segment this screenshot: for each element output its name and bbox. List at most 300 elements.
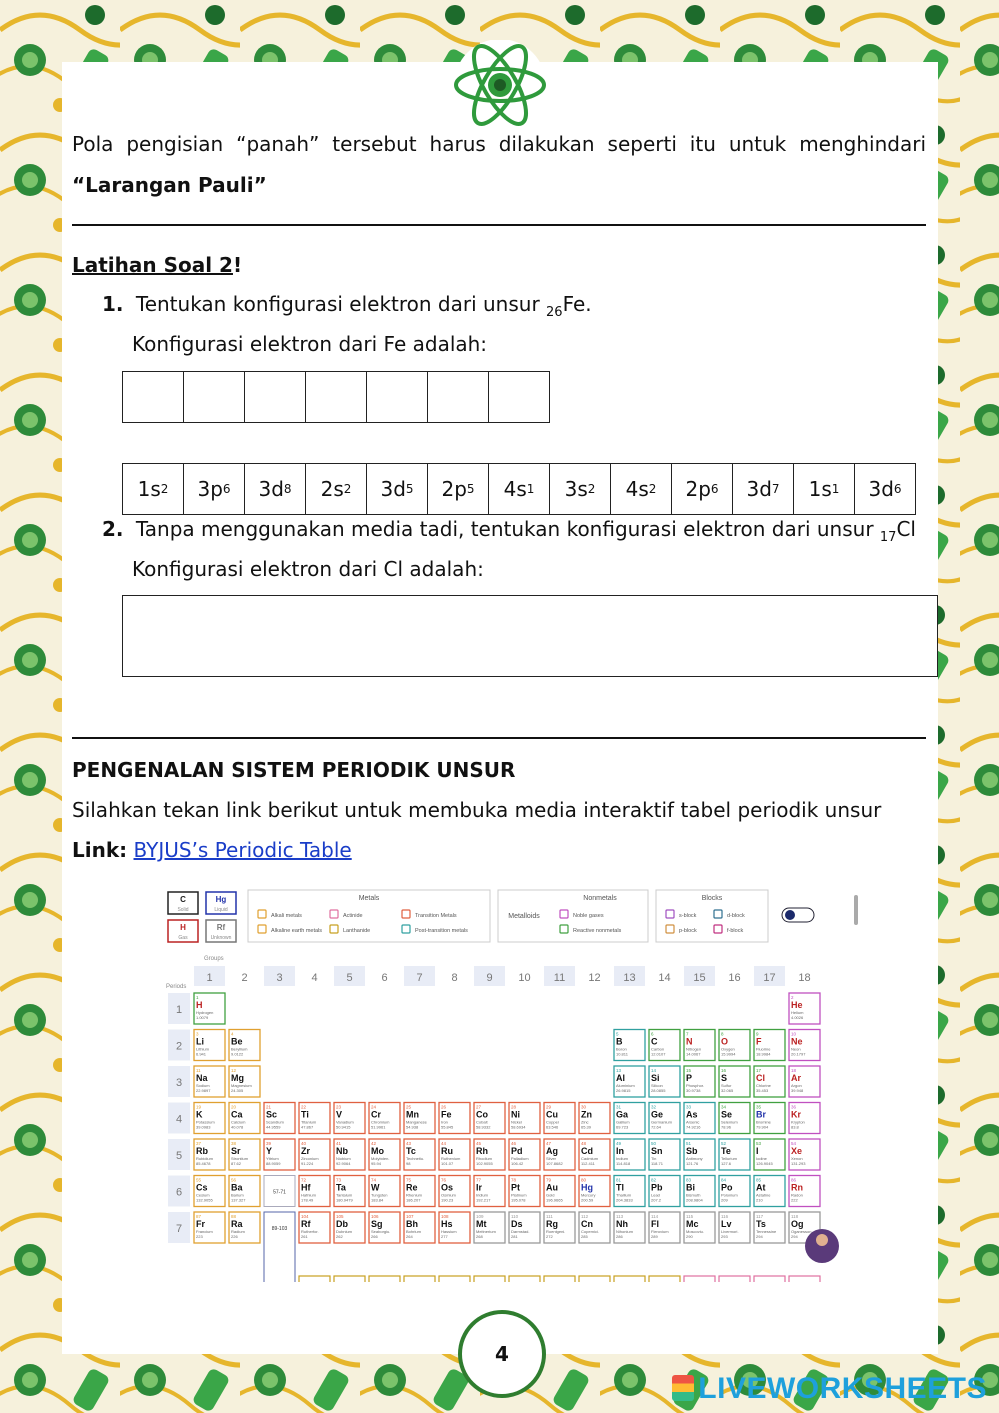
legend-label: s-block [679,913,697,919]
orbital-choice-2p5[interactable] [427,463,489,515]
state-legend-label: Solid [177,907,189,913]
element-name: Ruthenium [441,1156,461,1161]
element-name: Argon [791,1083,802,1088]
orbital-choice-2s2[interactable] [305,463,367,515]
legend-label: d-block [727,913,745,919]
element-number: 108 [441,1214,449,1219]
element-symbol: Ts [756,1219,766,1229]
element-symbol: Zr [301,1146,310,1156]
element-name: Nickel [511,1119,522,1125]
answer-text-box[interactable] [122,595,938,677]
f-block-cell-partial [439,1276,470,1282]
orbital-choice-3s2[interactable] [549,463,611,515]
divider [72,224,926,226]
element-name: Calcium [231,1119,246,1125]
element-symbol: Tl [616,1182,624,1193]
element-symbol: O [721,1036,729,1047]
element-symbol: I [756,1146,759,1156]
orbital-base: 3d [380,477,406,501]
question-2-subscript: 17 [879,530,897,545]
element-mass: 72.64 [651,1124,662,1130]
question-2-answer-label: Konfigurasi elektron dari Cl adalah: [132,557,484,581]
orbital-base: 3d [746,477,772,501]
legend-label: Alkali metals [271,913,302,919]
metalloids-label: Metalloids [508,913,540,920]
element-number: 110 [511,1214,519,1219]
element-mass: 101.07 [441,1161,454,1166]
element-mass: 183.84 [371,1197,384,1203]
drop-slot[interactable] [244,371,306,423]
element-name: Silicon [651,1083,663,1088]
element-mass: 65.39 [581,1124,592,1130]
orbital-electrons: 5 [466,482,475,496]
element-name: Antimony [686,1156,703,1161]
f-block-cell-partial [754,1276,785,1282]
element-mass: 186.207 [406,1197,421,1203]
element-mass: 58.9332 [476,1124,491,1130]
element-symbol: Rh [476,1146,488,1156]
element-name: Platinum [511,1192,527,1198]
element-number: 37 [196,1141,202,1146]
legend-label: Reactive nonmetals [573,928,622,934]
element-symbol: Ds [511,1219,523,1229]
element-name: Manganese [406,1119,427,1125]
element-symbol: Au [546,1182,558,1193]
element-number: 104 [301,1214,309,1219]
element-number: 56 [231,1177,237,1183]
element-symbol: Po [721,1182,733,1193]
element-mass: 126.9045 [756,1161,773,1166]
element-name: Zirconium [301,1156,319,1161]
period-number: 4 [175,1113,183,1126]
orbital-choice-3d5[interactable] [366,463,428,515]
element-name: Arsenic [686,1119,700,1125]
element-name: Flerovium [651,1229,669,1234]
element-mass: 47.867 [301,1124,314,1130]
scrollbar-thumb [854,895,858,925]
element-name: Beryllium [231,1046,248,1052]
f-block-cell-partial [404,1276,435,1282]
element-name: Rhenium [406,1192,423,1198]
element-name: Xenon [791,1156,803,1161]
element-name: Helium [791,1010,804,1015]
element-mass: 92.9064 [336,1161,351,1166]
element-name: Osmium [441,1192,456,1198]
element-number: 117 [756,1214,764,1219]
element-mass: 192.217 [476,1197,491,1203]
element-name: Magnesium [231,1083,252,1088]
avatar-face [816,1234,828,1246]
element-number: 3 [196,1031,199,1037]
element-symbol: Cs [196,1182,208,1193]
element-name: Fluorine [756,1046,771,1052]
element-number: 77 [476,1177,482,1183]
element-number: 86 [791,1177,797,1183]
element-symbol: W [371,1182,380,1193]
element-number: 78 [511,1177,517,1183]
orbital-electrons: 1 [831,482,840,496]
f-block-cell-partial [509,1276,540,1282]
orbital-choice-3d6[interactable] [854,463,916,515]
orbital-base: 1s [137,477,161,501]
element-symbol: Ga [616,1109,629,1120]
f-block-cell-partial [474,1276,505,1282]
drop-slot[interactable] [366,371,428,423]
period-number: 7 [175,1223,183,1235]
element-name: Francium [196,1229,213,1234]
orbital-electrons: 2 [343,482,352,496]
element-number: 7 [686,1031,689,1037]
element-number: 21 [266,1104,272,1110]
element-symbol: Rg [546,1219,558,1229]
group-number: 6 [381,972,388,984]
element-mass: 74.9216 [686,1124,701,1130]
element-number: 116 [721,1214,729,1219]
element-name: Mercury [581,1192,596,1198]
element-number: 82 [651,1177,657,1183]
element-symbol: In [616,1146,624,1156]
element-number: 118 [791,1214,799,1219]
element-symbol: Fl [651,1219,659,1229]
element-number: 15 [686,1068,692,1073]
element-symbol: At [756,1182,766,1193]
question-2-text: Tanpa menggunakan media tadi, tentukan konfigurasi elektron dari unsur [135,517,880,541]
group-number: 3 [276,972,283,984]
element-name: Hydrogen [196,1010,214,1015]
element-name: Silver [546,1156,557,1161]
legend-swatch [714,910,722,918]
element-name: Tantalum [336,1192,353,1198]
element-mass: 131.293 [791,1161,806,1166]
element-mass: 24.305 [231,1088,244,1093]
element-symbol: Y [266,1146,273,1156]
element-mass: 272 [546,1234,553,1239]
question-1-element: Fe. [562,292,592,316]
element-mass: 209 [721,1197,728,1203]
element-name: Sulfur [721,1083,732,1088]
element-name: Cadmium [581,1156,599,1161]
element-mass: 266 [371,1234,378,1239]
element-symbol: Ge [651,1109,664,1120]
orbital-electrons: 2 [160,482,169,496]
element-mass: 226 [231,1234,238,1239]
element-mass: 15.9994 [721,1051,736,1057]
element-mass: 50.9415 [336,1124,351,1130]
element-number: 23 [336,1104,342,1110]
element-mass: 83.8 [791,1124,799,1130]
atom-icon [450,40,550,130]
metals-legend-title: Metals [358,895,380,902]
state-legend-symbol: C [180,895,186,904]
element-number: 115 [686,1214,694,1219]
element-symbol: Bh [406,1219,418,1229]
element-name: Selenium [721,1119,738,1125]
orbital-electrons: 6 [893,482,902,496]
element-name: Chlorine [756,1083,771,1088]
element-number: 84 [721,1177,727,1183]
element-mass: 261 [301,1234,308,1239]
orbital-choice-1s1[interactable] [793,463,855,515]
element-mass: 180.9479 [336,1197,353,1203]
element-name: Iridium [476,1192,489,1198]
drop-slot[interactable] [183,371,245,423]
legend-swatch [714,925,722,933]
group-number: 4 [311,972,318,984]
element-name: Oganesson [791,1229,812,1234]
drop-slot[interactable] [488,371,550,423]
element-symbol: Ni [511,1109,520,1120]
element-mass: 32.065 [721,1088,734,1093]
orbital-base: 3p [197,477,223,501]
orbital-electrons: 8 [283,482,292,496]
liveworksheets-logo[interactable] [672,1372,987,1406]
orbital-choice-bank [122,463,915,515]
element-mass: 137.327 [231,1197,246,1203]
element-number: 5 [616,1031,619,1037]
theme-toggle-knob [785,910,795,920]
element-symbol: Cl [756,1073,765,1083]
element-symbol: Si [651,1073,660,1083]
element-symbol: K [196,1109,203,1120]
element-number: 45 [476,1141,482,1146]
element-number: 38 [231,1141,237,1146]
element-mass: 190.23 [441,1197,454,1203]
element-number: 81 [616,1177,622,1183]
element-symbol: Sc [266,1109,278,1120]
element-number: 26 [441,1104,447,1110]
element-mass: 107.8682 [546,1161,563,1166]
orbital-choice-2p6[interactable] [671,463,733,515]
element-number: 80 [581,1177,587,1183]
element-name: Tellurium [721,1156,738,1161]
element-name: Chromium [371,1119,390,1125]
element-symbol: Ar [791,1073,802,1083]
f-block-cell-partial [334,1276,365,1282]
element-name: Livermori. [721,1229,739,1234]
element-number: 27 [476,1104,482,1110]
element-mass: 55.845 [441,1124,454,1130]
element-number: 22 [301,1104,307,1110]
element-symbol: Hf [301,1182,311,1193]
element-number: 55 [196,1177,202,1183]
f-block-cell-partial [684,1276,715,1282]
period-number: 5 [175,1150,183,1162]
element-mass: 40.078 [231,1124,244,1130]
element-mass: 294 [756,1234,763,1239]
group-number: 5 [346,972,353,984]
element-name: Copper [546,1119,560,1125]
answer-drop-slots [122,371,549,423]
orbital-choice-3d7[interactable] [732,463,794,515]
element-name: Technetiu. [406,1156,425,1161]
legend-label: f-block [727,928,744,934]
orbital-electrons: 5 [405,482,414,496]
element-mass: 95.94 [371,1161,382,1166]
element-mass: 28.0855 [651,1088,666,1093]
element-number: 111 [546,1214,553,1219]
element-name: Carbon [651,1046,665,1052]
element-mass: 39.0983 [196,1124,211,1130]
element-symbol: Li [196,1036,204,1047]
orbital-choice-4s2[interactable] [610,463,672,515]
element-number: 35 [756,1104,762,1110]
element-symbol: Fe [441,1109,452,1120]
element-symbol: He [791,1000,803,1010]
question-2-number: 2. [102,517,124,541]
element-name: Aluminium [616,1083,635,1088]
element-number: 76 [441,1177,447,1183]
element-symbol: B [616,1036,623,1047]
exercise-title-text: Latihan Soal 2 [72,253,233,277]
group-number: 2 [241,972,248,984]
f-block-cell-partial [299,1276,330,1282]
element-symbol: Mo [371,1146,384,1156]
section-instruction: Silahkan tekan link berikut untuk membuka media interaktif tabel periodik unsur [72,798,882,822]
element-mass: 30.9738 [686,1088,701,1093]
element-name: Lithium [196,1046,209,1052]
element-mass: 286 [616,1234,623,1239]
element-symbol: Nh [616,1219,628,1229]
element-name: Darmstad. [511,1229,530,1234]
element-mass: 200.59 [581,1197,594,1203]
orbital-choice-1s2[interactable] [122,463,184,515]
orbital-base: 4s [503,477,527,501]
element-number: 2 [791,995,794,1000]
question-1-number: 1. [102,292,124,316]
element-mass: 293 [721,1234,728,1239]
element-symbol: Ag [546,1146,558,1156]
periodic-table-svg [160,880,860,1282]
legend-swatch [402,925,410,933]
element-symbol: Og [791,1219,804,1229]
element-name: Tennessine [756,1229,777,1234]
element-mass: 264 [406,1234,413,1239]
periodic-table-link[interactable]: BYJUS’s Periodic Table [133,838,352,862]
element-name: Seaborgiu. [371,1229,391,1234]
element-number: 46 [511,1141,517,1146]
element-number: 34 [721,1104,727,1110]
element-symbol: Sr [231,1146,241,1156]
element-number: 28 [511,1104,517,1110]
element-mass: 223 [196,1234,203,1239]
element-mass: 222 [791,1197,798,1203]
liveworksheets-brand: LIVEWORKSHEETS [698,1372,987,1405]
orbital-electrons: 1 [526,482,535,496]
element-symbol: Te [721,1146,731,1156]
element-name: Rubidium [196,1156,213,1161]
element-number: 109 [476,1214,484,1219]
element-name: Krypton [791,1119,805,1125]
orbital-choice-3p6[interactable] [183,463,245,515]
element-name: Dubnium [336,1229,353,1234]
intro-line-1: Pola pengisian “panah” tersebut harus dilakukan seperti itu untuk menghindari [72,132,926,156]
element-symbol: Hg [581,1182,593,1193]
element-name: Titanium [301,1119,317,1125]
element-mass: 26.9815 [616,1088,631,1093]
legend-label: Alkaline earth metals [271,928,323,934]
legend-label: Post-transition metals [415,928,468,934]
drop-slot[interactable] [427,371,489,423]
element-symbol: Cn [581,1219,593,1229]
element-symbol: Be [231,1036,243,1047]
element-symbol: P [686,1073,693,1083]
drop-slot[interactable] [305,371,367,423]
element-mass: 79.904 [756,1124,769,1130]
element-mass: 85.4678 [196,1161,211,1166]
element-mass: 268 [476,1234,483,1239]
legend-swatch [402,910,410,918]
group-number: 16 [728,972,741,984]
orbital-choice-3d8[interactable] [244,463,306,515]
periodic-table-preview[interactable] [160,880,860,1282]
element-symbol: Rf [301,1219,311,1229]
question-1 [102,291,592,326]
element-mass: 294 [791,1234,798,1239]
element-mass: 262 [336,1234,343,1239]
element-mass: 289 [651,1234,658,1239]
element-number: 16 [721,1068,727,1073]
element-name: Zinc [581,1119,589,1125]
element-number: 30 [581,1104,587,1110]
group-number: 17 [763,972,776,984]
element-symbol: N [686,1036,693,1047]
element-name: Thallium [616,1192,632,1198]
drop-slot[interactable] [122,371,184,423]
element-number: 52 [721,1141,727,1146]
group-number: 18 [798,972,811,984]
element-number: 12 [231,1068,237,1073]
element-mass: 88.9059 [266,1161,281,1166]
element-mass: 208.9804 [686,1197,703,1203]
element-symbol: Ta [336,1182,346,1193]
legend-swatch [666,925,674,933]
exercise-title [72,252,242,278]
element-number: 14 [651,1068,657,1073]
element-mass: 102.9055 [476,1161,493,1166]
element-number: 113 [616,1214,624,1219]
element-number: 9 [756,1031,759,1037]
element-number: 36 [791,1104,797,1110]
element-symbol: Sg [371,1219,383,1229]
element-symbol: Rn [791,1182,803,1193]
element-mass: 6.941 [196,1051,207,1057]
element-name: Gold [546,1192,555,1198]
f-block-cell-partial [579,1276,610,1282]
element-number: 42 [371,1141,377,1146]
intro-line-2: “Larangan Pauli” [72,173,267,197]
orbital-base: 2p [441,477,467,501]
orbital-electrons: 2 [648,482,657,496]
element-symbol: Pd [511,1146,523,1156]
element-name: Bohrium [406,1229,421,1234]
orbital-choice-4s1[interactable] [488,463,550,515]
element-number: 87 [196,1214,202,1219]
element-symbol: As [686,1109,698,1120]
element-mass: 10.811 [616,1051,628,1057]
element-name: Boron [616,1046,627,1052]
element-number: 4 [231,1031,234,1037]
element-symbol: Mc [686,1219,699,1229]
element-mass: 51.9961 [371,1124,386,1130]
element-symbol: Ir [476,1182,483,1193]
f-block-cell-partial [369,1276,400,1282]
link-label: Link: [72,838,128,862]
element-name: Yttrium [266,1156,279,1161]
element-number: 32 [651,1104,657,1110]
element-symbol: Kr [791,1109,802,1120]
orbital-base: 3d [868,477,894,501]
section-heading: PENGENALAN SISTEM PERIODIK UNSUR [72,758,516,782]
